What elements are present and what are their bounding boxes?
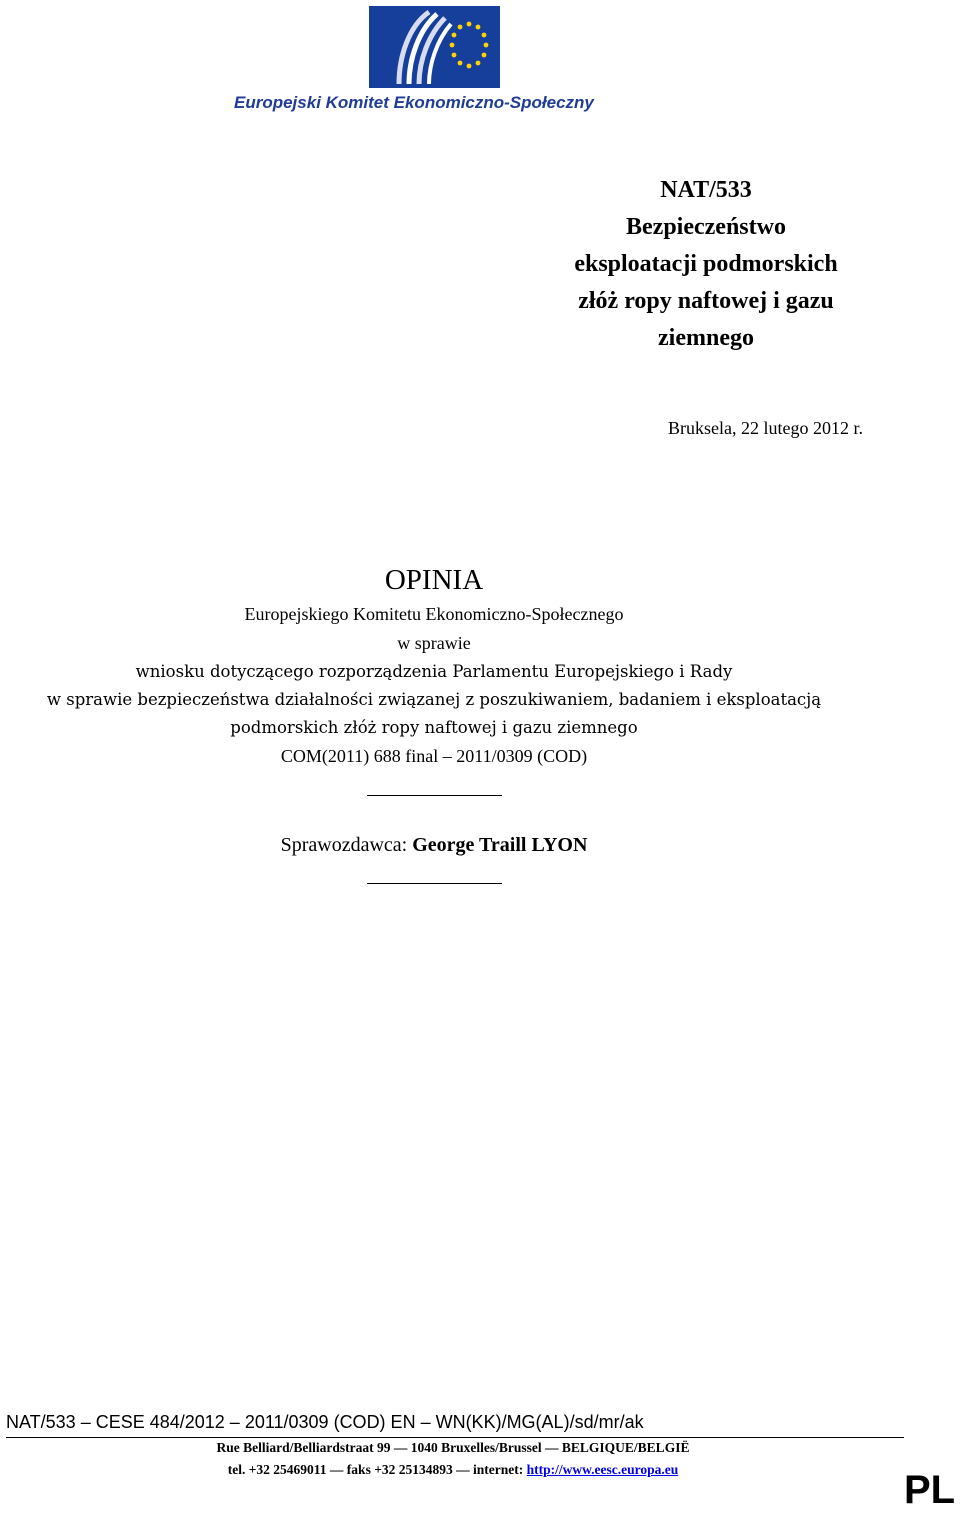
reference-line: COM(2011) 688 final – 2011/0309 (COD) [280,746,588,766]
rapporteur-name: George Traill LYON [412,834,588,856]
opinion-line: Europejskiego Komitetu Ekonomiczno-Społecznego [244,604,624,624]
title-line: NAT/533 [660,177,752,203]
footer-address: Rue Belliard/Belliardstraat 99 — 1040 Bruxelles/Brussel — BELGIQUE/BELGIË [216,1440,690,1455]
document-title [520,172,892,357]
opinion-line: w sprawie [397,633,471,653]
website-link[interactable]: http://www.eesc.europa.eu [526,1462,679,1477]
footer-reference: NAT/533 – CESE 484/2012 – 2011/0309 (COD) EN – WN(KK)/MG(AL)/sd/mr/ak [6,1412,644,1432]
footer-divider [6,1437,904,1438]
footer-phone-fax: tel. +32 25469011 — faks +32 25134893 — internet: [227,1462,527,1477]
subject-line: w sprawie bezpieczeństwa działalności związanej z poszukiwaniem, badaniem i eksploatacją [46,690,822,709]
title-line: eksploatacji podmorskich [574,251,838,277]
title-line: ziemnego [658,325,754,351]
rapporteur-label: Sprawozdawca: [280,834,408,856]
subject-line: podmorskich złóż ropy naftowej i gazu ziemnego [230,718,638,737]
divider [367,883,502,884]
org-name: Europejski Komitet Ekonomiczno-Społeczny [234,93,594,112]
divider [367,795,502,796]
subject-line: wniosku dotyczącego rozporządzenia Parlamentu Europejskiego i Rady [135,662,733,681]
footer-contact [0,1462,906,1478]
language-badge: PL [904,1468,956,1512]
eesc-logo-graphic [369,6,500,88]
place-date: Bruksela, 22 lutego 2012 r. [668,418,863,438]
title-line: złóż ropy naftowej i gazu [578,288,834,314]
opinion-block [0,560,868,771]
rapporteur [0,834,868,857]
eesc-logo-icon [369,6,500,88]
opinion-heading: OPINIA [384,564,484,596]
title-line: Bezpieczeństwo [626,214,786,240]
